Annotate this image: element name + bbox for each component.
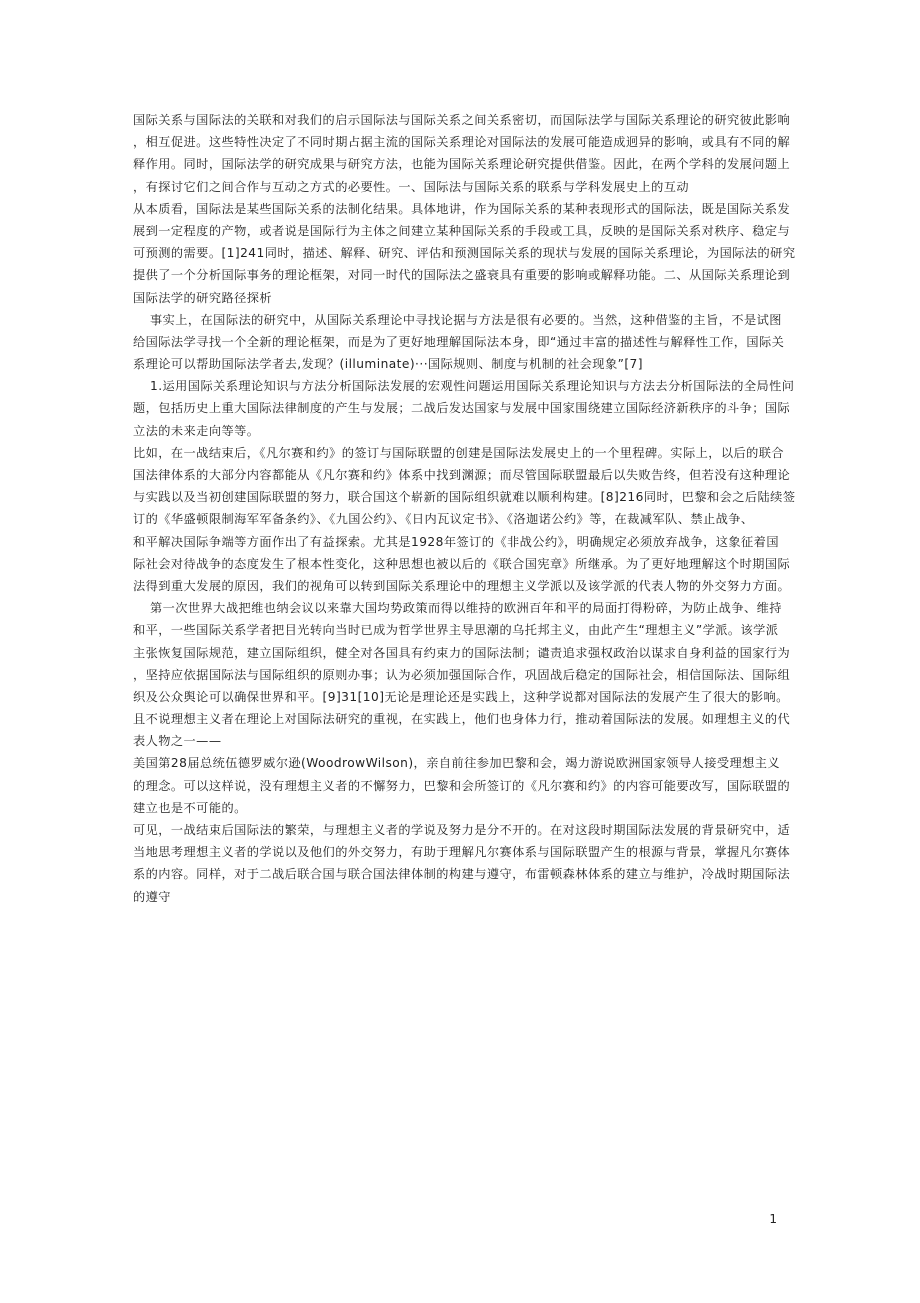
text-line: 建立也是不可能的。	[133, 800, 247, 815]
text-line: 系理论可以帮助国际法学者去,发现？(illuminate)···国际规则、制度与机制的社会现象”[7]	[133, 357, 643, 372]
text-line: 与实践以及当初创建国际联盟的努力，联合国这个崭新的国际组织就难以顺利构建。[8]216同时，巴黎和会之后陆续签	[133, 490, 796, 505]
text-line: 给国际法学寻找一个全新的理论框架，而是为了更好地理解国际法本身，即“通过丰富的描述性与解释性工作，国际关	[133, 334, 785, 349]
text-line: 的理念。可以这样说，没有理想主义者的不懈努力，巴黎和会所签订的《凡尔赛和约》的内容可能要改写，国际联盟的	[133, 778, 791, 793]
text-line: 系的内容。同样，对于二战后联合国与联合国法律体制的构建与遵守，布雷顿森林体系的建立与维护，冷战时期国际法	[133, 867, 791, 882]
text-line: 的遵守	[133, 889, 171, 904]
text-line: 且不说理想主义者在理论上对国际法研究的重视，在实践上，他们也身体力行，推动着国际法的发展。如理想主义的代	[133, 712, 791, 727]
text-line: 美国第28届总统伍德罗威尔逊(WoodrowWilson)，亲自前往参加巴黎和会，竭力游说欧洲国家领导人接受理想主义	[133, 756, 781, 771]
text-line: 国际关系与国际法的关联和对我们的启示国际法与国际关系之间关系密切，而国际法学与国际关系理论的研究彼此影响	[133, 113, 791, 127]
text-line: 国法律体系的大部分内容都能从《凡尔赛和约》体系中找到渊源；而尽管国际联盟最后以失败告终，但若没有这种理论	[133, 468, 791, 482]
text-line: 表人物之一——	[133, 734, 222, 749]
text-line: 可预测的需要。[1]241同时，描述、解释、研究、评估和预测国际关系的现状与发展的国际关系理论，为国际法的研究	[133, 246, 796, 261]
text-line: 订的《华盛顿限制海军军备条约》、《九国公约》、《日内瓦议定书》、《洛迦诺公约》等，在裁减军队、禁止战争、	[133, 512, 754, 527]
text-line: 题，包括历史上重大国际法律制度的产生与发展；二战后发达国家与发展中国家围绕建立国际经济新秩序的斗争；国际	[133, 401, 791, 416]
text-line: 可见，一战结束后国际法的繁荣，与理想主义者的学说及努力是分不开的。在对这段时期国际法发展的背景研究中，适	[133, 823, 791, 837]
text-line: 国际法学的研究路径探析	[133, 290, 273, 305]
text-line: 第一次世界大战把维也纳会议以来靠大国均势政策而得以维持的欧洲百年和平的局面打得粉碎，为防止战争、维持	[150, 601, 782, 616]
text-line: ，有探讨它们之间合作与互动之方式的必要性。一、国际法与国际关系的联系与学科发展史上的互动	[133, 179, 690, 194]
text-line: 提供了一个分析国际事务的理论框架，对同一时代的国际法之盛衰具有重要的影响或解释功能。二、从国际关系理论到	[133, 268, 791, 283]
text-line: 和平，一些国际关系学者把目光转向当时已成为哲学世界主导思潮的乌托邦主义，由此产生“理想主义”学派。该学派	[133, 623, 779, 638]
text-line: 和平解决国际争端等方面作出了有益探索。尤其是1928年签订的《非战公约》，明确规定必须放弃战争，这象征着国	[133, 534, 779, 549]
text-line: 从本质看，国际法是某些国际关系的法制化结果。具体地讲，作为国际关系的某种表现形式的国际法，既是国际关系发	[133, 201, 791, 216]
text-line: 比如，在一战结束后，《凡尔赛和约》的签订与国际联盟的创建是国际法发展史上的一个里程碑。实际上，以后的联合	[133, 445, 785, 460]
text-line: ，相互促进。这些特性决定了不同时期占据主流的国际关系理论对国际法的发展可能造成迥异的影响，或具有不同的解	[133, 135, 791, 150]
text-line: 法得到重大发展的原因，我们的视角可以转到国际关系理论中的理想主义学派以及该学派的代表人物的外交努力方面。	[133, 578, 791, 593]
text-line: 立法的未来走向等等。	[133, 423, 260, 438]
text-line: 当地思考理想主义者的学说以及他们的外交努力，有助于理解凡尔赛体系与国际联盟产生的根源与背景，掌握凡尔赛体	[133, 845, 791, 860]
text-line: 1.运用国际关系理论知识与方法分析国际法发展的宏观性问题运用国际关系理论知识与方法去分析国际法的全局性问	[150, 379, 795, 394]
page-number: 1	[769, 1212, 777, 1226]
document-body	[133, 109, 796, 908]
text-line: 际社会对待战争的态度发生了根本性变化，这种思想也被以后的《联合国宪章》所继承。为了更好地理解这个时期国际	[133, 556, 791, 571]
text-line: 织及公众舆论可以确保世界和平。[9]31[10]无论是理论还是实践上，这种学说都对国际法的发展产生了很大的影响。	[133, 689, 789, 704]
text-line: 释作用。同时，国际法学的研究成果与研究方法，也能为国际关系理论研究提供借鉴。因此，在两个学科的发展问题上	[133, 157, 791, 172]
text-line: 展到一定程度的产物，或者说是国际行为主体之间建立某种国际关系的手段或工具，反映的是国际关系对秩序、稳定与	[133, 223, 791, 238]
text-line: 主张恢复国际规范，建立国际组织，健全对各国具有约束力的国际法制；谴责追求强权政治以谋求自身利益的国家行为	[133, 645, 791, 660]
text-line: 事实上，在国际法的研究中，从国际关系理论中寻找论据与方法是很有必要的。当然，这种借鉴的主旨，不是试图	[150, 312, 782, 327]
text-line: ，坚持应依据国际法与国际组织的原则办事；认为必须加强国际合作，巩固战后稳定的国际社会，相信国际法、国际组	[133, 667, 791, 682]
